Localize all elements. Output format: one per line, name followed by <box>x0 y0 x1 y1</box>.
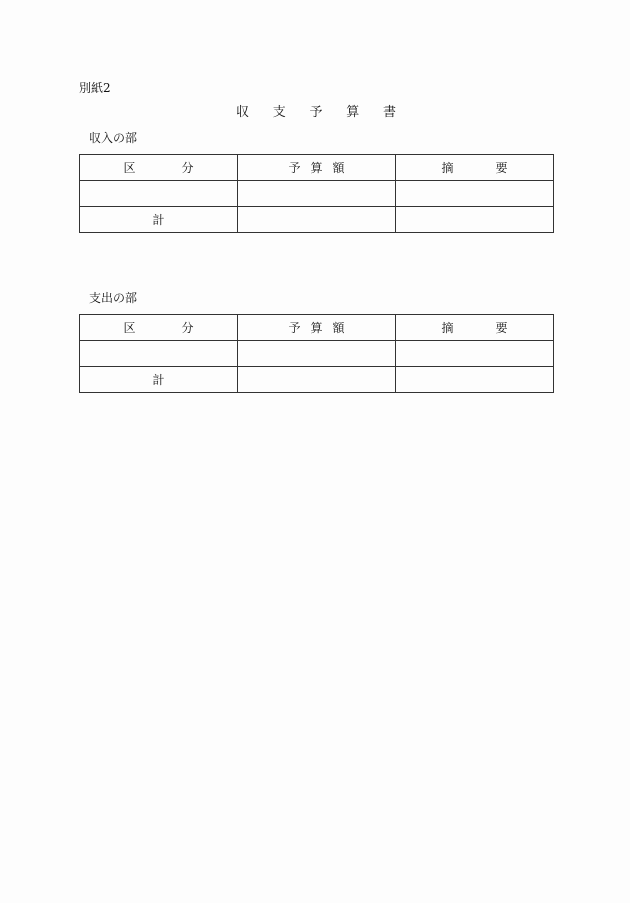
table-header-row <box>80 315 554 341</box>
header-char: 摘 <box>441 321 454 335</box>
title-char: 予 <box>309 105 323 120</box>
header-summary <box>396 155 554 181</box>
total-budget-cell[interactable] <box>238 367 396 393</box>
header-char: 算 <box>310 161 323 175</box>
income-section-label: 収入の部 <box>89 131 138 145</box>
title-char: 支 <box>272 105 286 120</box>
header-char: 要 <box>495 161 508 175</box>
title-char: 書 <box>382 105 396 120</box>
header-char: 摘 <box>441 161 454 175</box>
summary-cell[interactable] <box>396 181 554 207</box>
table-header-row <box>80 155 554 181</box>
budget-cell[interactable] <box>238 341 396 367</box>
header-budget <box>238 315 396 341</box>
budget-cell[interactable] <box>238 181 396 207</box>
total-row <box>80 367 554 393</box>
header-char: 要 <box>495 321 508 335</box>
document-title <box>236 104 396 122</box>
table-row <box>80 341 554 367</box>
category-cell[interactable] <box>80 341 238 367</box>
header-char: 区 <box>123 161 136 175</box>
title-char: 収 <box>236 105 250 120</box>
header-char: 額 <box>332 321 345 335</box>
income-table <box>79 154 554 233</box>
header-char: 区 <box>123 321 136 335</box>
header-char: 分 <box>181 321 194 335</box>
expense-table <box>79 314 554 393</box>
total-budget-cell[interactable] <box>238 207 396 233</box>
total-summary-cell[interactable] <box>396 207 554 233</box>
header-char: 額 <box>332 161 345 175</box>
header-budget <box>238 155 396 181</box>
header-category <box>80 315 238 341</box>
total-label: 計 <box>80 367 238 393</box>
header-char: 予 <box>288 161 301 175</box>
total-summary-cell[interactable] <box>396 367 554 393</box>
header-char: 分 <box>181 161 194 175</box>
category-cell[interactable] <box>80 181 238 207</box>
header-category <box>80 155 238 181</box>
total-label: 計 <box>80 207 238 233</box>
summary-cell[interactable] <box>396 341 554 367</box>
total-row <box>80 207 554 233</box>
header-summary <box>396 315 554 341</box>
table-row <box>80 181 554 207</box>
expense-section-label: 支出の部 <box>89 291 138 305</box>
title-char: 算 <box>346 105 360 120</box>
header-char: 予 <box>288 321 301 335</box>
attachment-label: 別紙2 <box>79 81 111 95</box>
header-char: 算 <box>310 321 323 335</box>
